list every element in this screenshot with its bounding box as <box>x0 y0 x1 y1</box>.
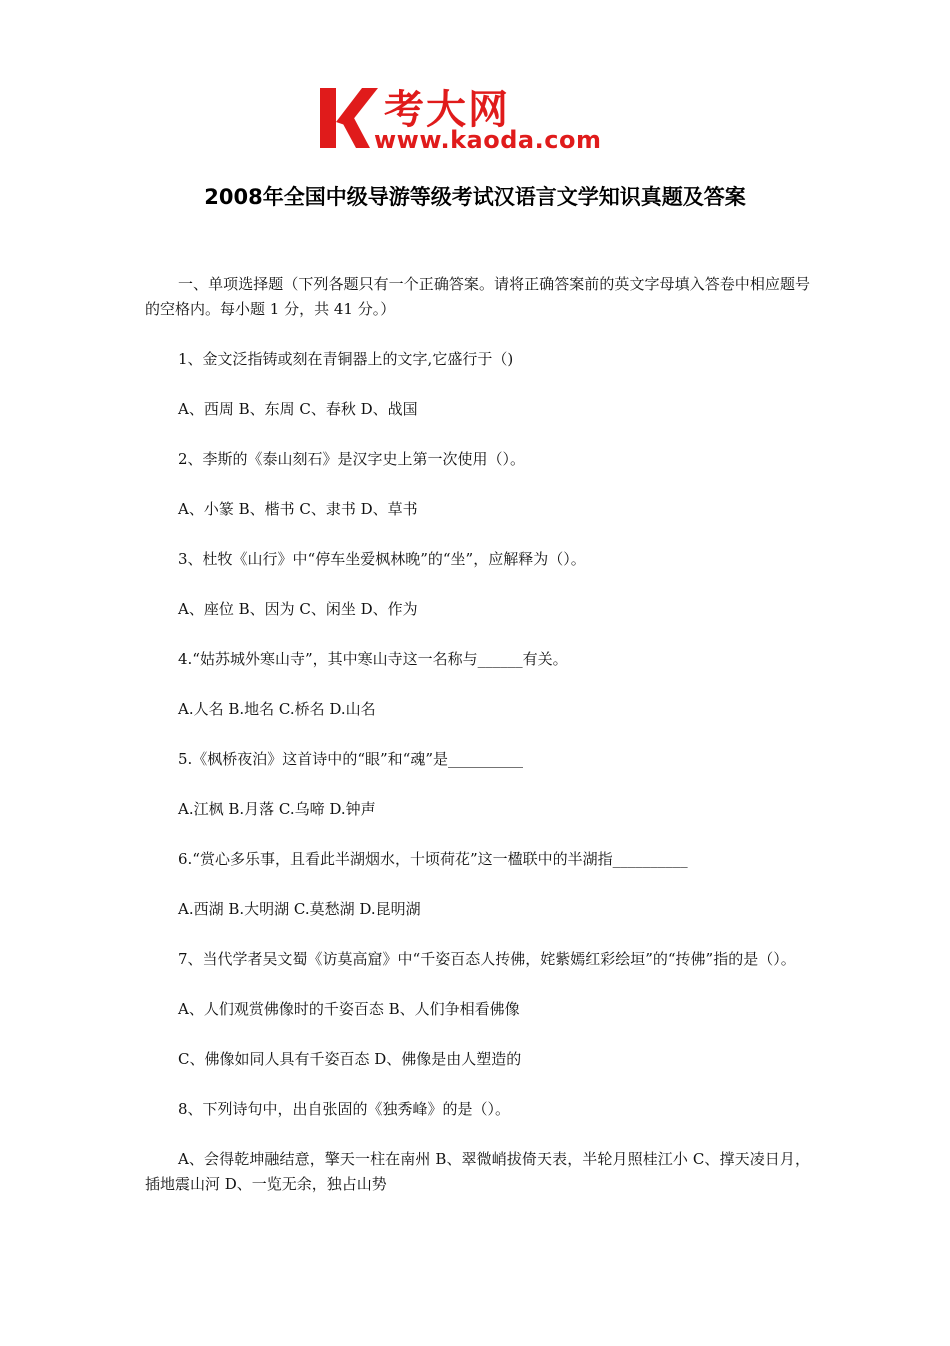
page-title: 2008年全国中级导游等级考试汉语言文学知识真题及答案 <box>204 185 746 209</box>
question-7-options-ab: A、人们观赏佛像时的千姿百态 B、人们争相看佛像 <box>178 1000 520 1018</box>
question-3: 3、杜牧《山行》中“停车坐爱枫林晚”的“坐”，应解释为（）。 <box>178 550 586 568</box>
question-2: 2、李斯的《泰山刻石》是汉字史上第一次使用（）。 <box>178 450 526 468</box>
question-7-options-cd: C、佛像如同人具有千姿百态 D、佛像是由人塑造的 <box>178 1050 522 1068</box>
question-2-options: A、小篆 B、楷书 C、隶书 D、草书 <box>178 500 418 518</box>
question-5: 5.《枫桥夜泊》这首诗中的“眼”和“魂”是__________ <box>178 750 523 768</box>
question-1: 1、金文泛指铸或刻在青铜器上的文字,它盛行于（) <box>178 350 514 368</box>
question-4: 4.“姑苏城外寒山寺”，其中寒山寺这一名称与______有关。 <box>178 650 568 668</box>
question-1-options: A、西周 B、东周 C、春秋 D、战国 <box>178 400 418 418</box>
question-8-options: A、会得乾坤融结意，擎天一柱在南州 B、翠微峭拔倚天表，半轮月照桂江小 C、撑天凌日月，插地震山河 D、一览无余，独占山势 <box>145 1150 810 1193</box>
question-6-options: A.西湖 B.大明湖 C.莫愁湖 D.昆明湖 <box>178 900 421 918</box>
question-4-options: A.人名 B.地名 C.桥名 D.山名 <box>178 700 376 718</box>
question-5-options: A.江枫 B.月落 C.乌啼 D.钟声 <box>178 800 376 818</box>
question-7: 7、当代学者吴文蜀《访莫高窟》中“千姿百态人抟佛，姹紫嫣红彩绘垣”的“抟佛”指的是（）。 <box>178 950 796 968</box>
question-6: 6.“赏心多乐事，且看此半湖烟水，十顷荷花”这一楹联中的半湖指__________ <box>178 850 688 868</box>
section-instructions: 一、单项选择题（下列各题只有一个正确答案。请将正确答案前的英文字母填入答卷中相应题号的空格内。每小题 1 分，共 41 分。） <box>145 275 810 318</box>
document-body <box>145 272 810 1222</box>
kaoda-logo <box>318 82 638 160</box>
logo-url-text: www.kaoda.com <box>374 126 602 154</box>
question-3-options: A、座位 B、因为 C、闲坐 D、作为 <box>178 600 418 618</box>
logo-brand-text: 考大网 <box>384 87 510 133</box>
question-8: 8、下列诗句中，出自张固的《独秀峰》的是（）。 <box>178 1100 511 1118</box>
kaoda-k-logo-icon <box>318 82 380 152</box>
